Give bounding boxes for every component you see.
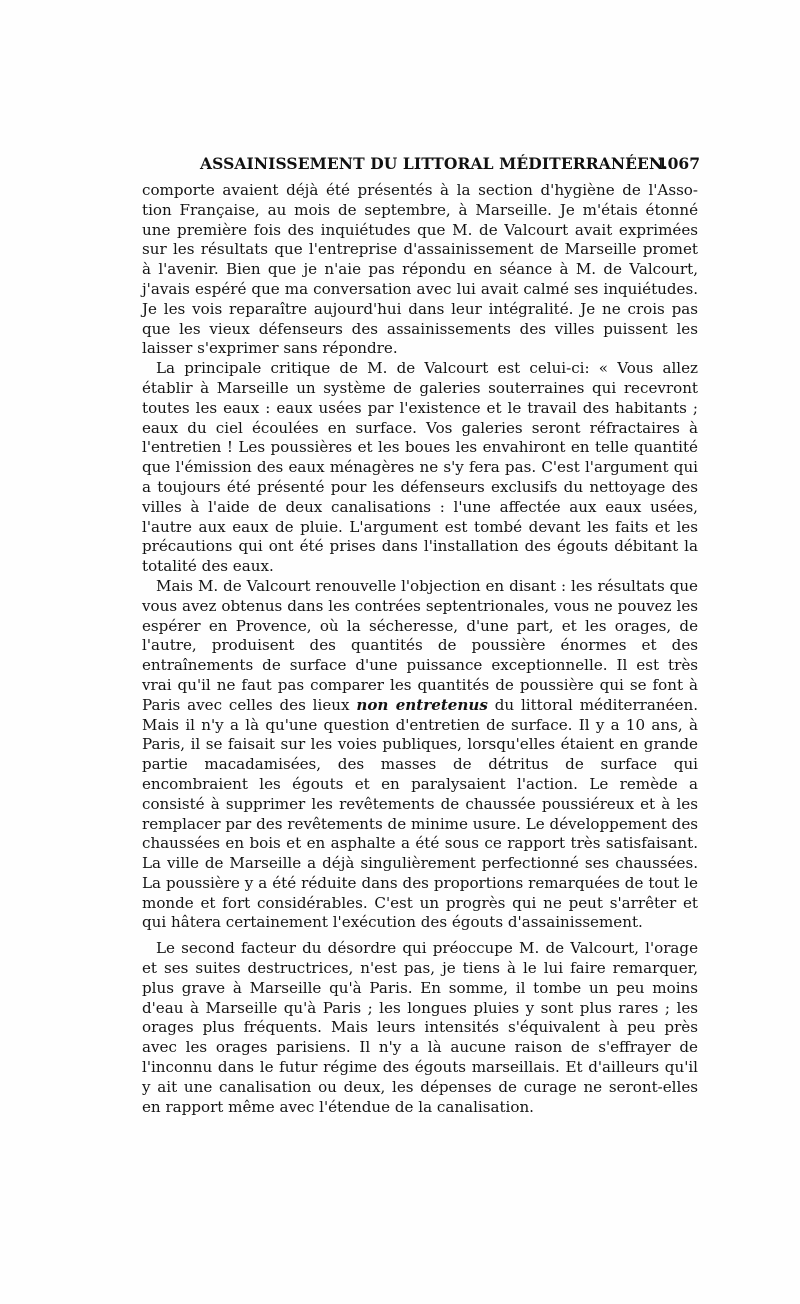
page-header bbox=[142, 150, 702, 176]
running-title: ASSAINISSEMENT DU LITTORAL MÉDITERRANÉEN. bbox=[200, 154, 668, 173]
body-text bbox=[142, 181, 698, 1117]
paragraph-objection-text-start: Mais M. de Valcourt renouvelle l'objection en disant : les résultats que vous avez obtenus dans les contrées septentrionales, vous ne pouvez les espérer en Provence, où la sécheresse, d'une part, et les orages, de l'autre, produisent des quantités de poussière énormes et des entraînements de surface d'une puissance exceptionnelle. Il est très vrai qu'il ne faut pas comparer les quantités de poussière qui se font à Paris avec celles des lieux bbox=[142, 576, 698, 714]
paragraph-objection bbox=[142, 577, 698, 933]
paragraph-critique: La principale critique de M. de Valcourt est celui-ci: « Vous allez établir à Marseille un système de galeries souterraines qui recevront toutes les eaux : eaux usées par l'existence et le travail des habitants ; eaux du ciel écoulées en surface. Vos galeries seront réfractaires à l'entretien ! Les poussières et les boues les envahiront en telle quantité que l'émission des eaux ménagères ne s'y fera pas. C'est l'argument qui a toujours été présenté pour les défenseurs exclusifs du nettoyage des villes à l'aide de deux canalisations : l'une affectée aux eaux usées, l'autre aux eaux de pluie. L'argument est tombé devant les faits et les précautions qui ont été prises dans l'installation des égouts débitant la totalité des eaux. bbox=[142, 359, 698, 576]
page-number: 1067 bbox=[656, 154, 700, 173]
italic-emphasis: non entretenus bbox=[356, 695, 488, 714]
paragraph-objection-text-end: du littoral méditerranéen. Mais il n'y a là qu'une question d'entretien de surface. Il y a 10 ans, à Paris, il se faisait sur les voies publiques, lorsqu'elles étaient en grande partie macadamisées, des masses de détritus de surface qui encombraient les égouts et en paralysaient l'action. Le remède a consisté à supprimer les revêtements de chaussée poussiéreux et à les remplacer par des revêtements de minime usure. Le développement des chaussées en bois et en asphalte a été sous ce rapport très satisfaisant. La ville de Marseille a déjà singulièrement perfectionné ses chaussées. La poussière y a été réduite dans des proportions remarquées de tout le monde et fort considérables. C'est un progrès qui ne peut s'arrêter et qui hâtera certainement l'exécution des égouts d'assainissement. bbox=[142, 695, 698, 932]
paragraph-storms: Le second facteur du désordre qui préoccupe M. de Valcourt, l'orage et ses suites destructrices, n'est pas, je tiens à le lui faire remarquer, plus grave à Marseille qu'à Paris. En somme, il tombe un peu moins d'eau à Marseille qu'à Paris ; les longues pluies y sont plus rares ; les orages plus fréquents. Mais leurs intensités s'équivalent à peu près avec les orages parisiens. Il n'y a là aucune raison de s'effrayer de l'inconnu dans le futur régime des égouts marseillais. Et d'ailleurs qu'il y ait une canalisation ou deux, les dépenses de curage ne seront-elles en rapport même avec l'étendue de la canalisation. bbox=[142, 939, 698, 1116]
paragraph-continuation: comporte avaient déjà été présentés à la section d'hygiène de l'Asso-tion Française, au mois de septembre, à Marseille. Je m'étais étonné une première fois des inquiétudes que M. de Valcourt avait exprimées sur les résultats que l'entreprise d'assainissement de Marseille promet à l'avenir. Bien que je n'aie pas répondu en séance à M. de Valcourt, j'avais espéré que ma conversation avec lui avait calmé ses inquiétudes. Je les vois reparaître aujourd'hui dans leur intégralité. Je ne crois pas que les vieux défenseurs des assainissements des villes puissent les laisser s'exprimer sans répondre. bbox=[142, 181, 698, 358]
